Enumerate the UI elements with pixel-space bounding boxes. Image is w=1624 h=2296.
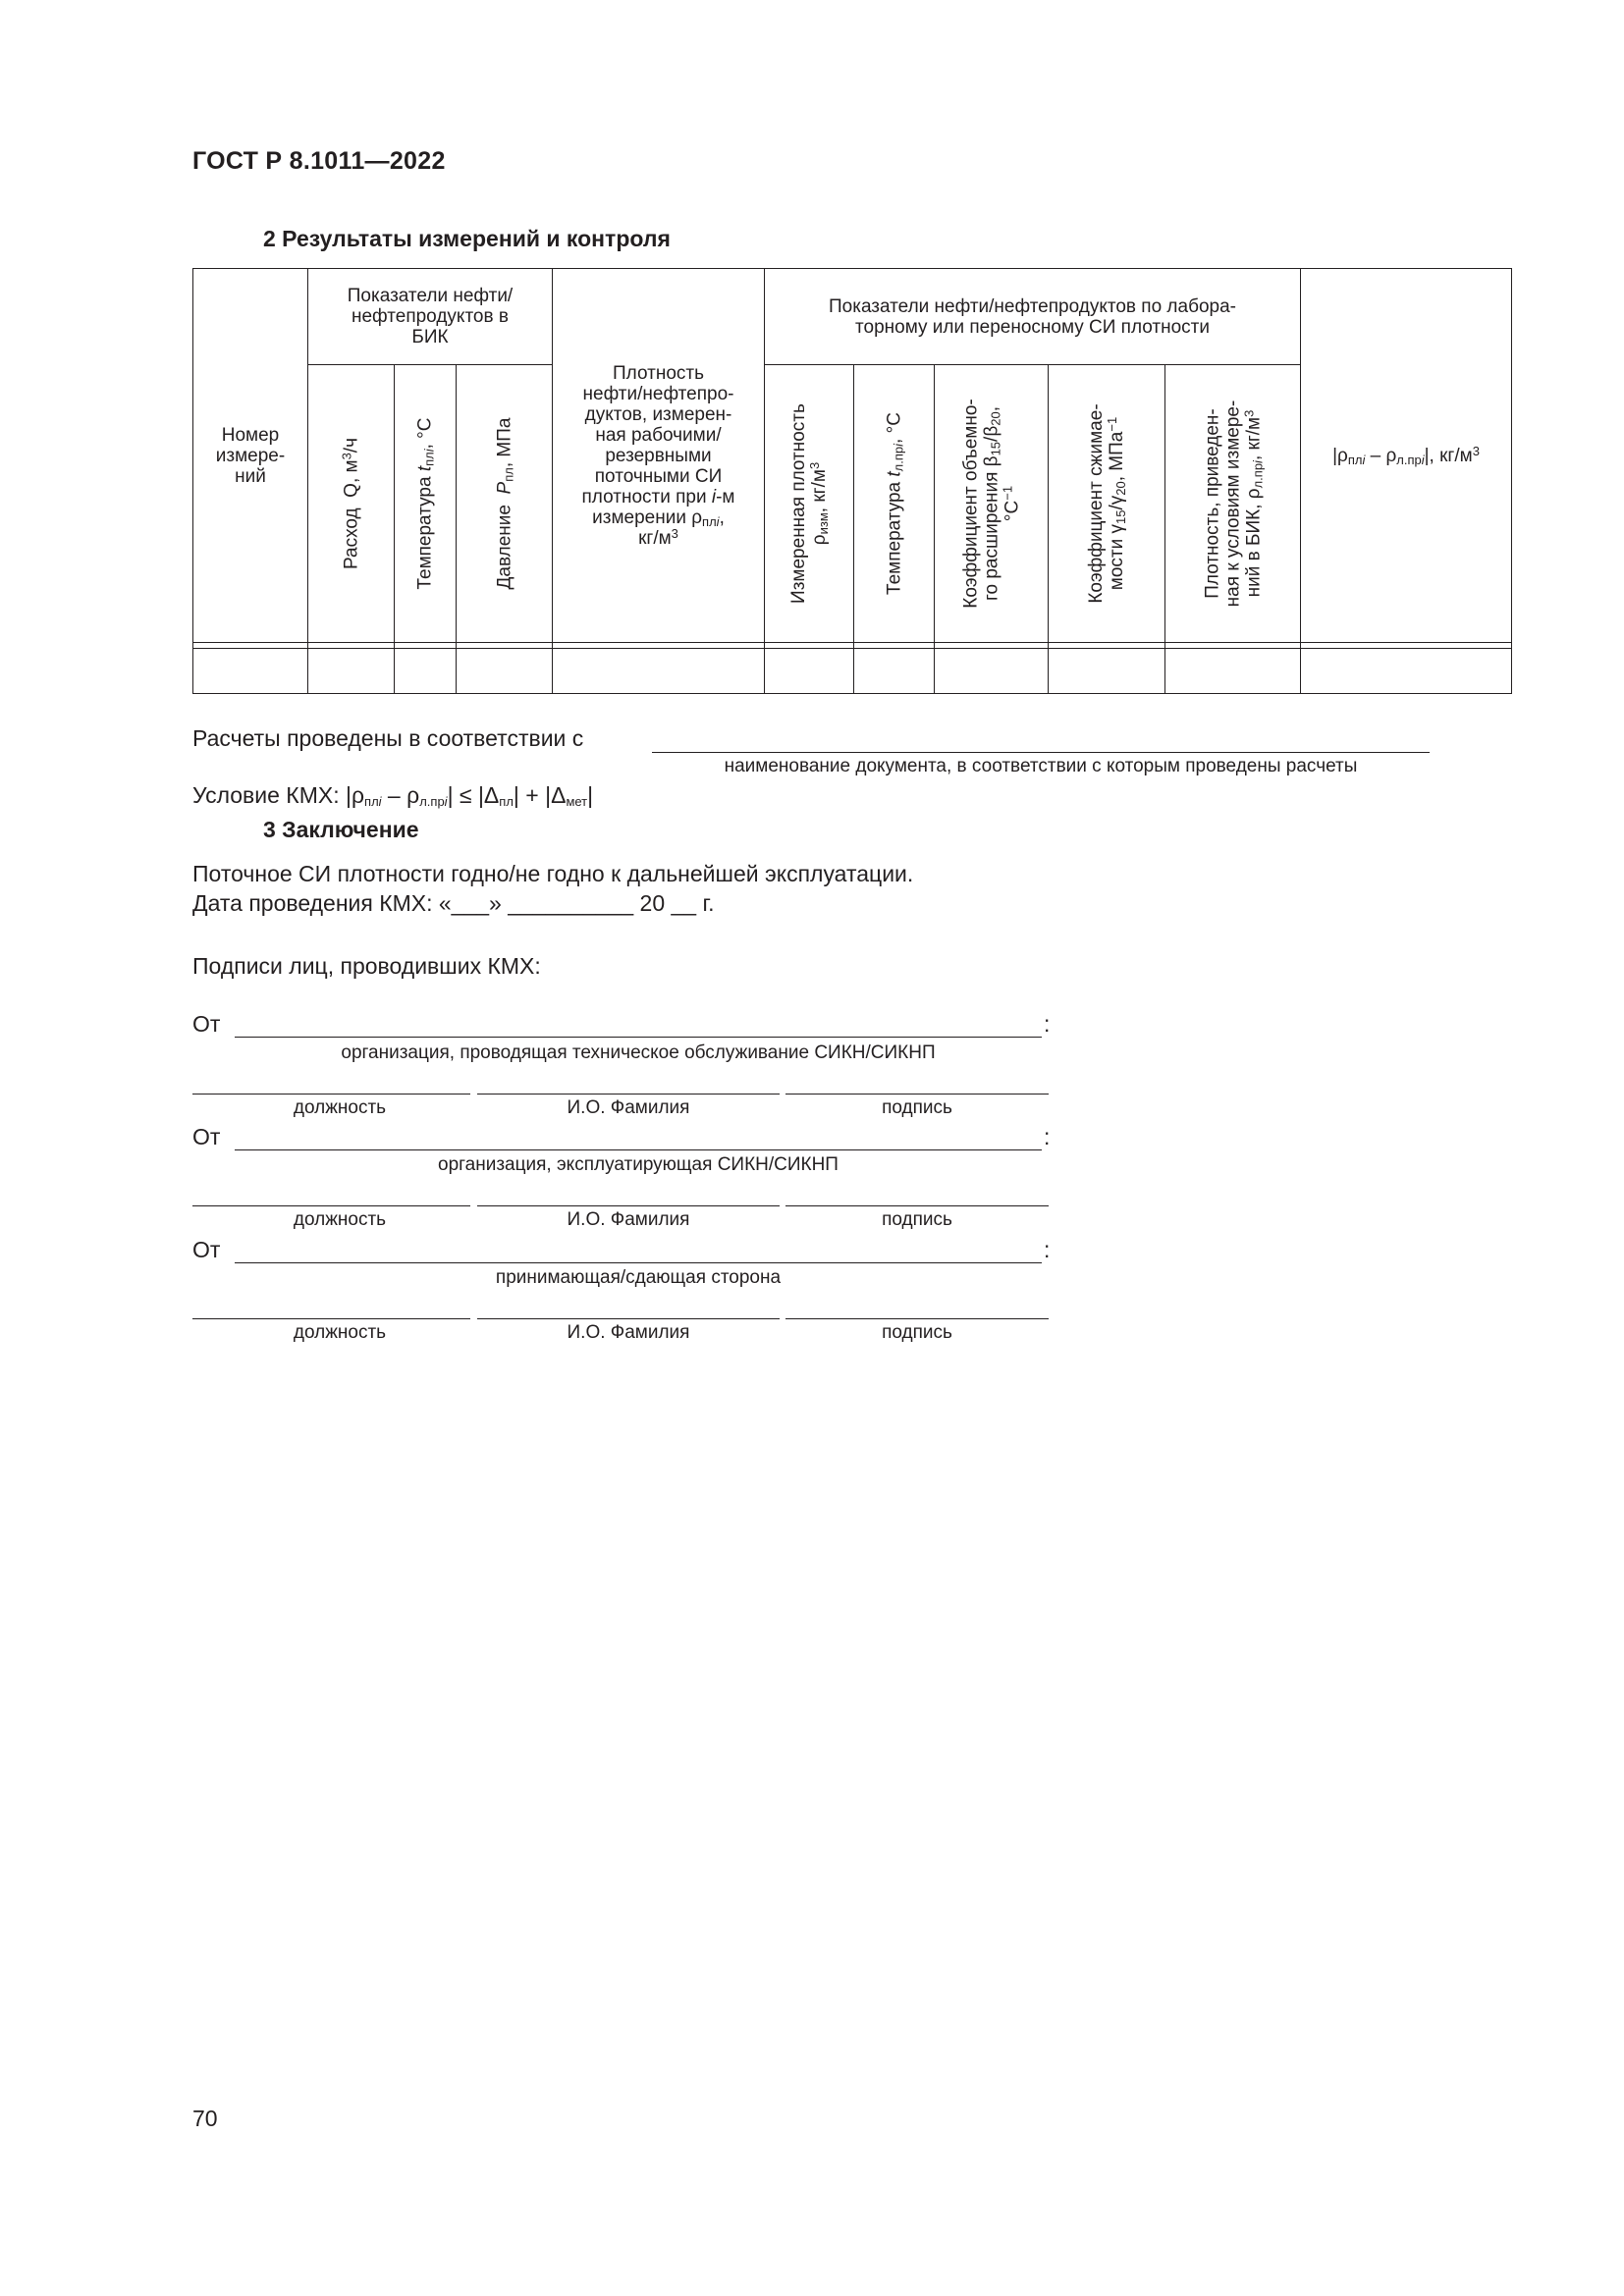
signature-line	[785, 1205, 1049, 1206]
kmh-condition: Условие КМХ: $|\rho_{плi} - \rho_{л.прi}| \le |\Delta_{пл}| + |\Delta_{мет}|$	[192, 782, 594, 809]
table-cell	[1301, 649, 1512, 694]
table-cell	[1165, 649, 1301, 694]
from-label: От	[192, 1011, 221, 1037]
calc-text: Расчеты проведены в соответствии с	[192, 725, 584, 751]
org-caption: принимающая/сдающая сторона	[495, 1267, 782, 1288]
table-cell	[457, 649, 553, 694]
header-flow: Расход Q, $м^3/ч$	[308, 365, 395, 643]
header-temp-pl: Температура $t_{плi}$, °С	[395, 365, 457, 643]
from-label: От	[192, 1124, 221, 1149]
name-caption: И.О. Фамилия	[567, 1209, 690, 1230]
header-beta: Коэффициент объемно- го расширения $\beta_{15}/\beta_{20}$, $^\circ С^{-1}$	[935, 365, 1049, 643]
header-group-bik: Показатели нефти/ нефтепродуктов в БИК	[308, 269, 553, 365]
signature-caption: подпись	[882, 1209, 952, 1230]
table-cell	[553, 649, 765, 694]
position-caption: должность	[293, 1322, 387, 1343]
header-density-si: Плотность нефти/нефтепро- дуктов, измерен- ная рабочими/ резервными поточными СИ плотности при i-м измерении $\rho_{плi}$, $кг/м^3$	[553, 269, 765, 643]
position-caption: должность	[293, 1209, 387, 1230]
org-caption: организация, эксплуатирующая СИКН/СИКНП	[438, 1154, 839, 1175]
signature-line	[477, 1205, 780, 1206]
name-caption: И.О. Фамилия	[567, 1097, 690, 1118]
from-label: От	[192, 1237, 221, 1262]
signature-caption: подпись	[882, 1322, 952, 1343]
org-line	[235, 1262, 1042, 1263]
signature-line	[192, 1318, 470, 1319]
table-cell	[1049, 649, 1165, 694]
header-temp-lpr: Температура $t_{л.прi}$, °С	[854, 365, 935, 643]
table-row	[193, 649, 1512, 694]
table-cell	[935, 649, 1049, 694]
position-caption: должность	[293, 1097, 387, 1118]
header-rho-lpr: Плотность, приведен- ная к условиям измере- ний в БИК, $\rho_{л.прi}$, $кг/м^3$	[1165, 365, 1301, 643]
table-cell	[395, 649, 457, 694]
header-gamma: Коэффициент сжимае- мости $\gamma_{15}/\gamma_{20}$, МПа$^{-1}$	[1049, 365, 1165, 643]
section-3-title: 3 Заключение	[263, 817, 419, 842]
page-number: 70	[192, 2106, 218, 2131]
header-group-lab: Показатели нефти/нефтепродуктов по лабора- торному или переносному СИ плотности	[765, 269, 1301, 365]
signature-line	[192, 1094, 470, 1095]
signature-line	[192, 1205, 470, 1206]
org-caption: организация, проводящая техническое обслуживание СИКН/СИКНП	[341, 1042, 936, 1063]
header-rho-izm: Измеренная плотность $\rho_{изм}$, $кг/м^3$	[765, 365, 854, 643]
table-cell	[854, 649, 935, 694]
signature-line	[785, 1318, 1049, 1319]
header-pressure: Давление $P_{пл}$, МПа	[457, 365, 553, 643]
table-cell	[193, 649, 308, 694]
header-diff: $|\rho_{плi} - \rho_{л.прi}|$, $кг/м^3$	[1301, 269, 1512, 643]
signature-caption: подпись	[882, 1097, 952, 1118]
name-caption: И.О. Фамилия	[567, 1322, 690, 1343]
calc-underline	[652, 752, 1430, 753]
table-cell	[765, 649, 854, 694]
signature-line	[477, 1094, 780, 1095]
table-cell	[308, 649, 395, 694]
calc-caption: наименование документа, в соответствии с которым проведены расчеты	[724, 756, 1358, 776]
signature-line	[477, 1318, 780, 1319]
conclusion-text: Поточное СИ плотности годно/не годно к дальнейшей эксплуатации.	[192, 861, 914, 886]
signature-line	[785, 1094, 1049, 1095]
org-line	[235, 1149, 1042, 1150]
section-2-title: 2 Результаты измерений и контроля	[263, 226, 671, 251]
signatures-title: Подписи лиц, проводивших КМХ:	[192, 953, 541, 979]
kmh-date: Дата проведения КМХ: «___» __________ 20 __ г.	[192, 890, 715, 916]
document-header: ГОСТ Р 8.1011—2022	[192, 147, 446, 175]
header-number: Номер измере- ний	[193, 269, 308, 643]
results-table	[192, 268, 1512, 694]
org-line	[235, 1037, 1042, 1038]
